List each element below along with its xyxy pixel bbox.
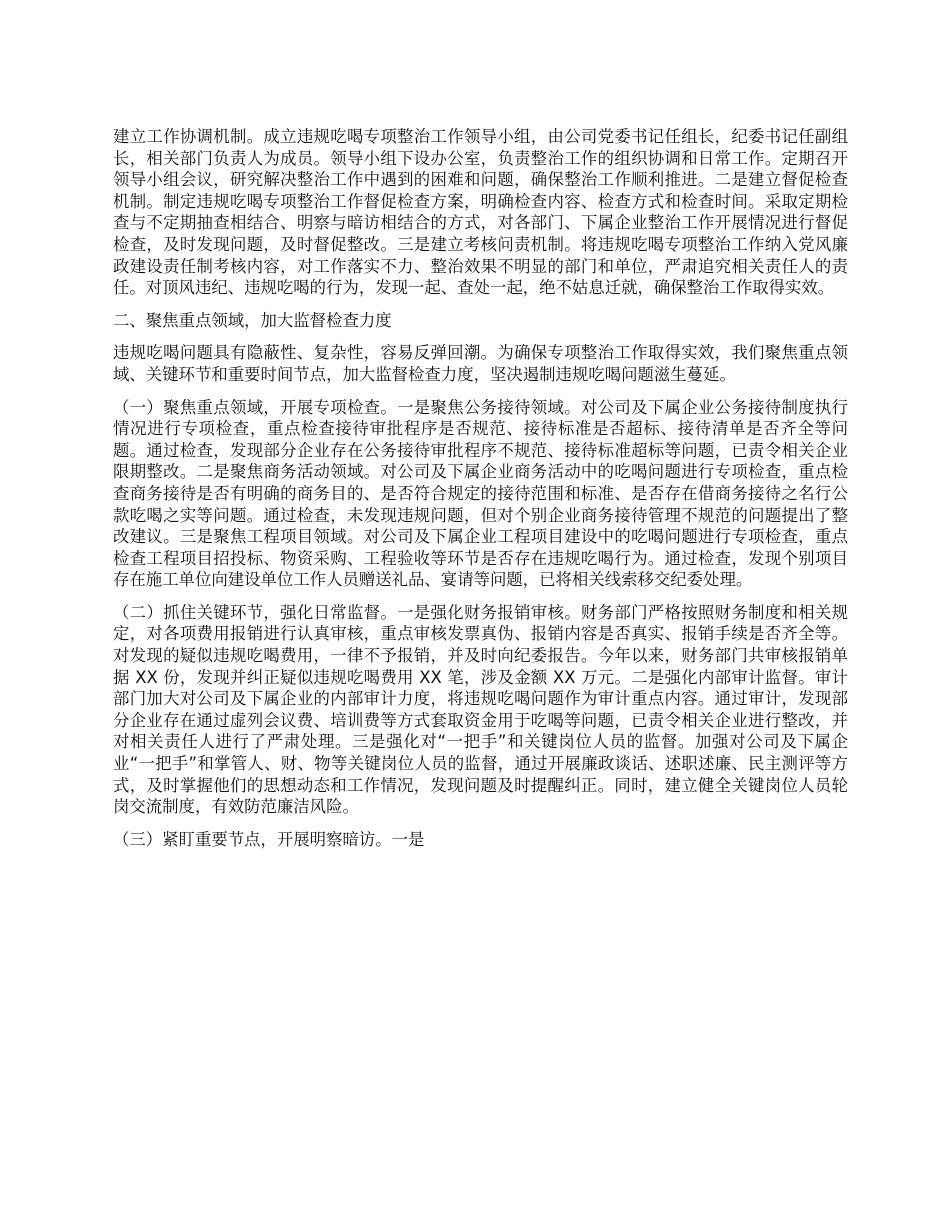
paragraph-coordination-mechanism: 建立工作协调机制。成立违规吃喝专项整治工作领导小组，由公司党委书记任组长，纪委书记任副组长，相关部门负责人为成员。领导小组下设办公室，负责整治工作的组织协调和日常工作。定期召开领导小组会议，研究解决整治工作中遇到的困难和问题，确保整治工作顺利推进。二是建立督促检查机制。制定违规吃喝专项整治工作督促检查方案，明确检查内容、检查方式和检查时间。采取定期检查与不定期抽查相结合、明察与暗访相结合的方式，对各部门、下属企业整治工作开展情况进行督促检查，及时发现问题，及时督促整改。三是建立考核问责机制。将违规吃喝专项整治工作纳入党风廉政建设责任制考核内容，对工作落实不力、整治效果不明显的部门和单位，严肃追究相关责任人的责任。对顶风违纪、违规吃喝的行为，发现一起、查处一起，绝不姑息迁就，确保整治工作取得实效。 — [113, 127, 848, 298]
paragraph-section-intro: 违规吃喝问题具有隐蔽性、复杂性，容易反弹回潮。为确保专项整治工作取得实效，我们聚焦重点领域、关键环节和重要时间节点，加大监督检查力度，坚决遏制违规吃喝问题滋生蔓延。 — [113, 343, 848, 384]
paragraph-key-nodes: （三）紧盯重要节点，开展明察暗访。一是 — [113, 829, 425, 849]
paragraph-daily-supervision: （二）抓住关键环节，强化日常监督。一是强化财务报销审核。财务部门严格按照财务制度和相关规定，对各项费用报销进行认真审核，重点审核发票真伪、报销内容是否真实、报销手续是否齐全等。对发现的疑似违规吃喝费用，一律不予报销，并及时向纪委报告。今年以来，财务部门共审核报销单据 XX 份，发现并纠正疑似违规吃喝费用 XX 笔，涉及金额 XX 万元。二是强化内部审计监督。审计部门加大对公司及下属企业的内部审计力度，将违规吃喝问题作为审计重点内容。通过审计，发现部分企业存在通过虚列会议费、培训费等方式套取资金用于吃喝等问题，已责令相关企业进行整改，并对相关责任人进行了严肃处理。三是强化对“一把手”和关键岗位人员的监督。加强对公司及下属企业“一把手”和掌管人、财、物等关键岗位人员的监督，通过开展廉政谈话、述职述廉、民主测评等方式，及时掌握他们的思想动态和工作情况，发现问题及时提醒纠正。同时，建立健全关键岗位人员轮岗交流制度，有效防范廉洁风险。 — [113, 602, 848, 817]
paragraph-special-inspection: （一）聚焦重点领域，开展专项检查。一是聚焦公务接待领域。对公司及下属企业公务接待制度执行情况进行专项检查，重点检查接待审批程序是否规范、接待标准是否超标、接待清单是否齐全等问题。通过检查，发现部分企业存在公务接待审批程序不规范、接待标准超标等问题，已责令相关企业限期整改。二是聚焦商务活动领域。对公司及下属企业商务活动中的吃喝问题进行专项检查，重点检查商务接待是否有明确的商务目的、是否符合规定的接待范围和标准、是否存在借商务接待之名行公款吃喝之实等问题。通过检查，未发现违规问题，但对个别企业商务接待管理不规范的问题提出了整改建议。三是聚焦工程项目领域。对公司及下属企业工程项目建设中的吃喝问题进行专项检查，重点检查工程项目招投标、物资采购、工程验收等环节是否存在违规吃喝行为。通过检查，发现个别项目存在施工单位向建设单位工作人员赠送礼品、宴请等问题，已将相关线索移交纪委处理。 — [113, 397, 848, 590]
document-body — [113, 126, 848, 861]
section-heading-two: 二、聚焦重点领域，加大监督检查力度 — [113, 310, 392, 330]
